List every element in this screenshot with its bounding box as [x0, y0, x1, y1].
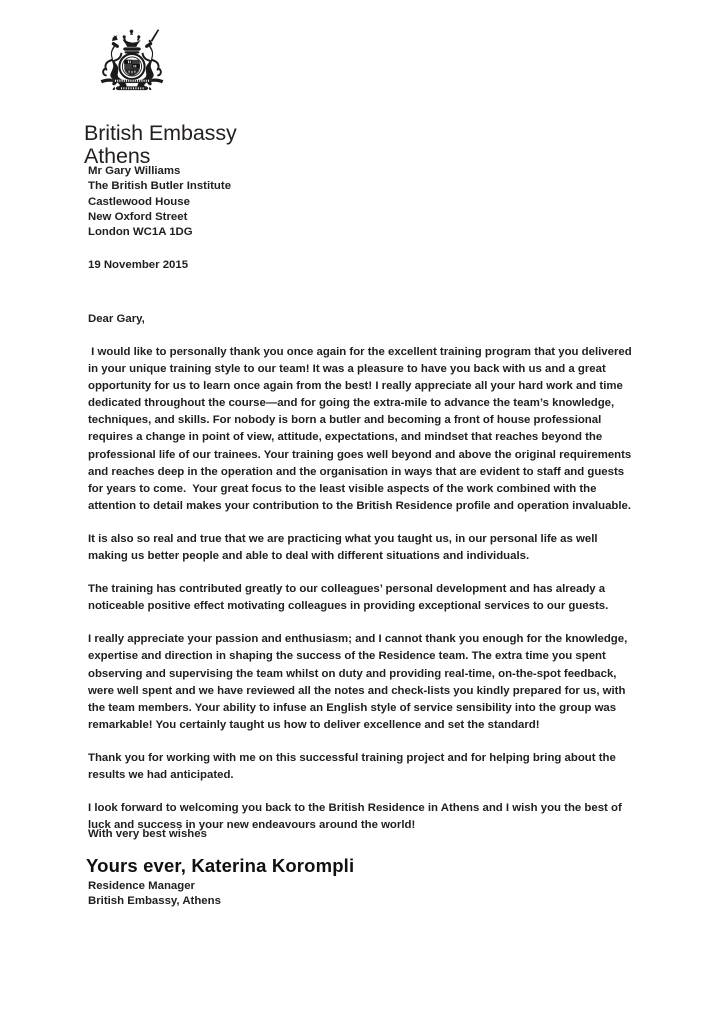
letter-date: 19 November 2015 — [88, 259, 189, 271]
signature-title: Residence Manager — [88, 880, 195, 892]
recipient-address-block — [88, 164, 231, 240]
body-paragraph: I really appreciate your passion and enthusiasm; and I cannot thank you enough for the knowledge, expertise and direction in shaping the success of the Residence team. The extra time you spent observing and supervising the team whilst on duty and providing real-time, on-the-spot feedback, were well spent and we have reviewed all the notes and check-lists you kindly prepared for us, with the team members. Your ability to infuse an English style of service sensibility into the group was remarkable! You certainly taught us how to deliver excellence and set the standard! — [88, 633, 631, 731]
letter-body — [88, 344, 634, 834]
signature-name: Yours ever, Katerina Korompli — [86, 855, 355, 876]
letterhead — [84, 26, 344, 168]
letterhead-logotype — [84, 122, 344, 168]
salutation: Dear Gary, — [88, 313, 145, 325]
body-paragraph: Thank you for working with me on this successful training project and for helping bring about the results we had anticipated. — [88, 751, 619, 781]
address-line: London WC1A 1DG — [88, 226, 193, 239]
address-line: New Oxford Street — [88, 210, 188, 223]
royal-coat-of-arms-icon — [84, 26, 180, 104]
address-line: Mr Gary Williams — [88, 165, 181, 177]
body-paragraph: It is also so real and true that we are practicing what you taught us, in our personal life as well making us better people and able to deal with different situations and individuals. — [88, 532, 601, 563]
signature-organisation: British Embassy, Athens — [88, 895, 221, 908]
letterhead-location: Athens — [84, 143, 151, 168]
valediction: With very best wishes — [88, 828, 207, 840]
address-line: Castlewood House — [88, 195, 190, 208]
body-paragraph: I would like to personally thank you once again for the excellent training program that you delivered in your unique training style to our team! It was a pleasure to have you back with us and a great opportunity for us to learn once again from the best! I really appreciate all your hard work and time dedicated throughout the course—and for going the extra-mile to advance the team’s knowledge, techniques, and skills. For nobody is born a butler and becoming a front of house professional requires a change in point of view, attitude, expectations, and mindset that reaches beyond the professional life of our trainees. Your training goes well beyond and above the original requirements and reaches deep in the operation and the organisation in ways that are evident to staff and guests for years to come. Your great focus to the least visible aspects of the work combined with the attention to detail makes your contribution to the British Residence profile and operation invaluable. — [88, 346, 635, 512]
signature-details — [88, 879, 221, 910]
body-paragraph: The training has contributed greatly to our colleagues’ personal development and has already a noticeable positive effect motivating colleagues in providing exceptional services to our guests. — [88, 583, 609, 613]
letterhead-organisation: British Embassy — [84, 121, 237, 145]
body-paragraph: I look forward to welcoming you back to the British Residence in Athens and I wish you the best of luck and success in your new endeavours around the world! — [88, 802, 625, 832]
address-line: The British Butler Institute — [88, 180, 232, 193]
